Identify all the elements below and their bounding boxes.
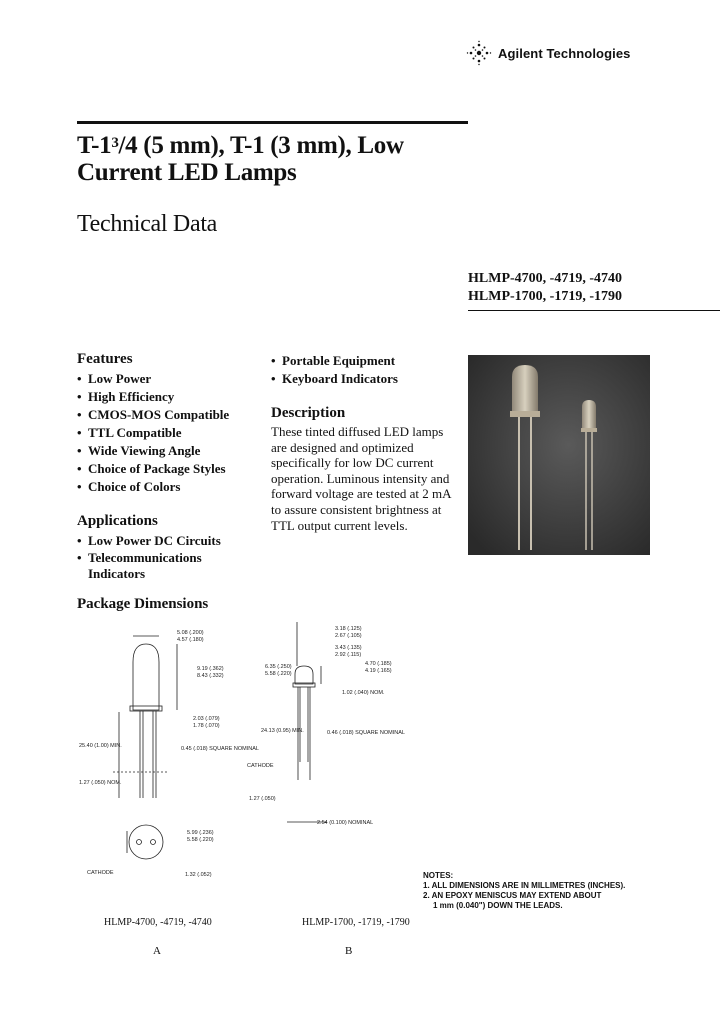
drawing-b — [287, 622, 327, 822]
dim-label-b: 24.13 (0.95) MIN. — [261, 728, 304, 734]
dim-label-b: 4.19 (.165) — [365, 668, 392, 674]
brand-logo — [466, 40, 631, 66]
part-number-line: HLMP-4700, -4719, -4740 — [468, 271, 622, 286]
feature-item: • Choice of Colors — [77, 478, 229, 496]
dim-label-a: 25.40 (1.00) MIN. — [79, 743, 122, 749]
features-continued — [271, 352, 398, 388]
feature-item: • High Efficiency — [77, 388, 229, 406]
dim-label-a: 0.45 (.018) SQUARE NOMINAL — [181, 746, 259, 752]
dim-label-a: 4.57 (.180) — [177, 637, 204, 643]
feature-item: • Choice of Package Styles — [77, 460, 229, 478]
description-text: These tinted diffused LED lamps are designed and optimized specifically for low DC current operation. Luminous intensity and forward voltage are tested at 2 mA to assure consistent brightness at TTL output current levels. — [271, 424, 451, 533]
dim-label-a: 5.08 (.200) — [177, 630, 204, 636]
dim-label-a: 1.32 (.052) — [185, 872, 212, 878]
applications-heading: Applications — [77, 513, 158, 529]
description-heading: Description — [271, 405, 346, 421]
package-drawings — [77, 622, 457, 917]
feature-item: • Portable Equipment — [271, 352, 398, 370]
package-heading: Package Dimensions — [77, 596, 209, 612]
cathode-label-b: CATHODE — [247, 763, 274, 769]
dim-label-a: 1.78 (.070) — [193, 723, 220, 729]
led-photo — [468, 355, 650, 555]
description-section — [271, 405, 345, 422]
package-dimensions-section — [77, 596, 208, 613]
dim-label-b: 6.35 (.250) — [265, 664, 292, 670]
feature-item: • TTL Compatible — [77, 424, 229, 442]
applications-section — [77, 513, 257, 582]
dim-label-b: 0.46 (.018) SQUARE NOMINAL — [327, 730, 405, 736]
dim-label-b: 5.58 (.220) — [265, 671, 292, 677]
brand-name: Agilent Technologies — [498, 45, 631, 61]
features-section — [77, 351, 229, 496]
drawing-a — [113, 636, 177, 859]
title-rule — [77, 121, 468, 124]
caption-b: HLMP-1700, -1719, -1790 — [302, 917, 410, 928]
dim-label-a: 8.43 (.332) — [197, 673, 224, 679]
features-heading: Features — [77, 351, 133, 367]
dim-label-a: 1.27 (.050) NOM. — [79, 780, 122, 786]
application-item: • Low Power DC Circuits — [77, 532, 257, 550]
note-item: 1. ALL DIMENSIONS ARE IN MILLIMETRES (INCHES). — [423, 881, 626, 890]
notes-heading: NOTES: — [423, 871, 454, 880]
dim-label-a: 5.58 (.220) — [187, 837, 214, 843]
dim-label-a: 2.03 (.079) — [193, 716, 220, 722]
cathode-label-a: CATHODE — [87, 870, 114, 876]
note-item: 2. AN EPOXY MENISCUS MAY EXTEND ABOUT — [423, 891, 602, 900]
dim-label-b: 4.70 (.185) — [365, 661, 392, 667]
dim-label-b: 1.02 (.040) NOM. — [342, 690, 385, 696]
label-b: B — [345, 945, 353, 957]
page-title: $T-1^3/4$ (5 mm), T-1 (3 mm), Low Current LED Lamps — [77, 132, 404, 186]
agilent-spark-icon — [466, 40, 492, 66]
dim-label-b: 2.92 (.115) — [335, 652, 362, 658]
feature-item: • Keyboard Indicators — [271, 370, 398, 388]
dim-label-a: 5.99 (.236) — [187, 830, 214, 836]
dim-label-b: 2.67 (.105) — [335, 633, 362, 639]
part-numbers — [468, 270, 622, 306]
dim-label-a: 9.19 (.362) — [197, 666, 224, 672]
note-item: 1 mm (0.040") DOWN THE LEADS. — [433, 901, 563, 910]
feature-item: • Wide Viewing Angle — [77, 442, 229, 460]
dim-label-b: 3.18 (.125) — [335, 626, 362, 632]
caption-a: HLMP-4700, -4719, -4740 — [104, 917, 212, 928]
feature-item: • CMOS-MOS Compatible — [77, 406, 229, 424]
notes — [423, 871, 653, 911]
application-item: • Telecommunications Indicators — [77, 550, 218, 582]
dim-label-b: 3.43 (.135) — [335, 645, 362, 651]
dim-label-b: 2.54 (0.100) NOMINAL — [317, 820, 374, 826]
part-numbers-rule — [468, 310, 720, 311]
page-subtitle: Technical Data — [77, 211, 218, 237]
feature-item: • Low Power — [77, 370, 229, 388]
part-number-line: HLMP-1700, -1719, -1790 — [468, 289, 622, 304]
dim-label-b: 1.27 (.050) — [249, 796, 276, 802]
label-a: A — [153, 945, 161, 957]
